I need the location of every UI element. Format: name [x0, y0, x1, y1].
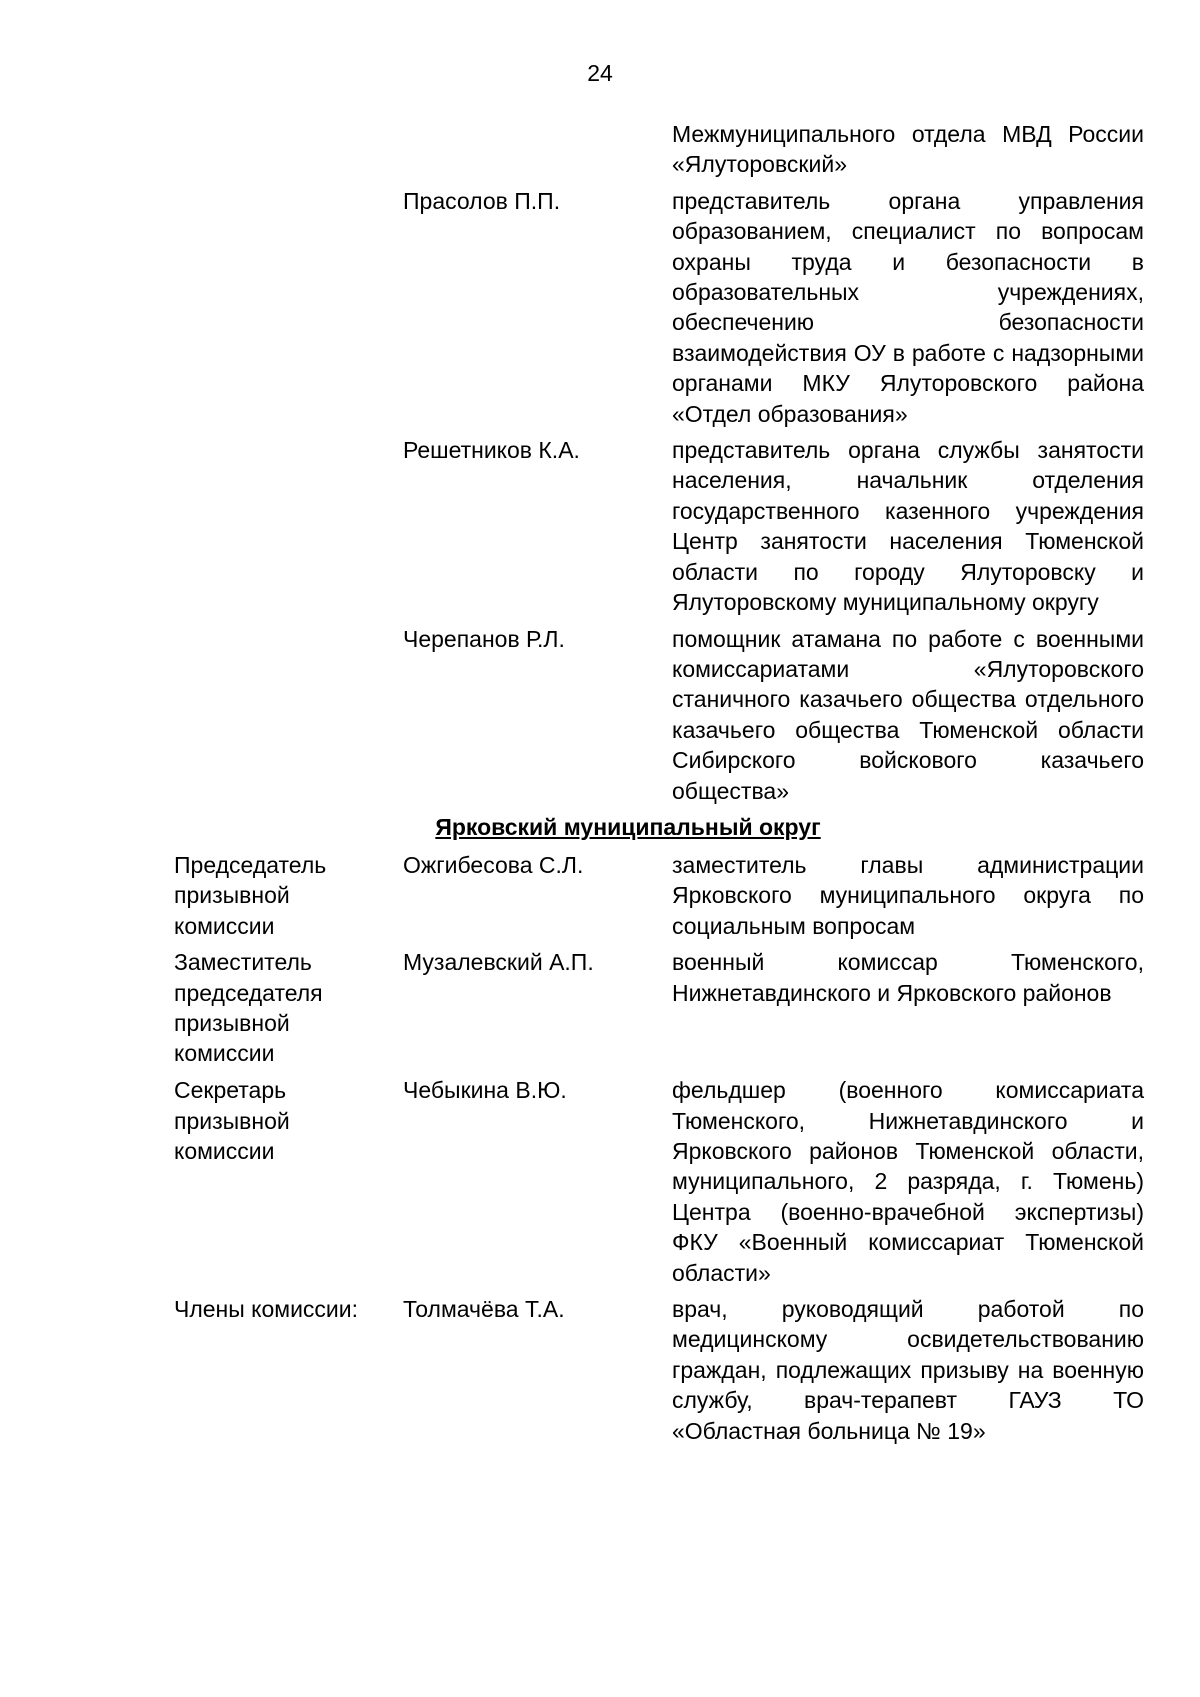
member-description: военный комиссар Тюменского, Нижнетавдинского и Ярковского районов: [672, 949, 1144, 1006]
page-number: 24: [587, 60, 613, 86]
member-name: Ожгибесова С.Л.: [403, 851, 584, 878]
member-name: Чебыкина В.Ю.: [403, 1077, 567, 1104]
member-row: [0, 624, 1200, 806]
member-role: Председатель призывной комиссии: [174, 851, 327, 939]
member-row: [0, 850, 1200, 941]
member-role: Заместитель председателя призывной комиссии: [174, 949, 323, 1067]
section-heading: Ярковский муниципальный округ: [435, 813, 821, 840]
member-row: [0, 435, 1200, 617]
member-role: Члены комиссии:: [174, 1296, 359, 1322]
member-name: Толмачёва Т.А.: [403, 1296, 565, 1322]
member-role: Секретарь призывной комиссии: [174, 1077, 290, 1164]
member-description: помощник атамана по работе с военными комиссариатами «Ялуторовского станичного казачьего общества отдельного казачьего общества Тюменской области Сибирского войскового казачьего общества»: [672, 625, 1144, 804]
member-row: [0, 1075, 1200, 1288]
member-name: Решетников К.А.: [403, 437, 580, 464]
member-description: врач, руководящий работой по медицинскому освидетельствованию граждан, подлежащих призыву на военную службу, врач-терапевт ГАУЗ ТО «Областная больница № 19»: [672, 1296, 1144, 1444]
member-name: Музалевский А.П.: [403, 949, 594, 976]
commission-list: [0, 119, 1200, 1452]
member-row: [0, 947, 1200, 1069]
member-row: [0, 1294, 1200, 1446]
member-name: Прасолов П.П.: [403, 187, 561, 214]
member-description: заместитель главы администрации Ярковского муниципального округа по социальным вопросам: [672, 851, 1144, 939]
member-description: Межмуниципального отдела МВД России «Ялуторовский»: [672, 121, 1144, 178]
member-row: [0, 186, 1200, 429]
member-description: представитель органа службы занятости населения, начальник отделения государственного казенного учреждения Центр занятости населения Тюменской области по городу Ялуторовску и Ялуторовскому муниципальному округу: [672, 437, 1144, 616]
member-description: представитель органа управления образованием, специалист по вопросам охраны труда и безопасности в образовательных учреждениях, обеспечению безопасности взаимодействия ОУ в работе с надзорными органами МКУ Ялуторовского района «Отдел образования»: [672, 187, 1144, 427]
continuation-row: [0, 119, 1200, 180]
member-description: фельдшер (военного комиссариата Тюменского, Нижнетавдинского и Ярковского районов Тюменской области, муниципального, 2 разряда, г. Тюмень) Центра (военно-врачебной экспертизы) ФКУ «Военный комиссариат Тюменской области»: [672, 1077, 1144, 1286]
member-name: Черепанов Р.Л.: [403, 625, 565, 652]
